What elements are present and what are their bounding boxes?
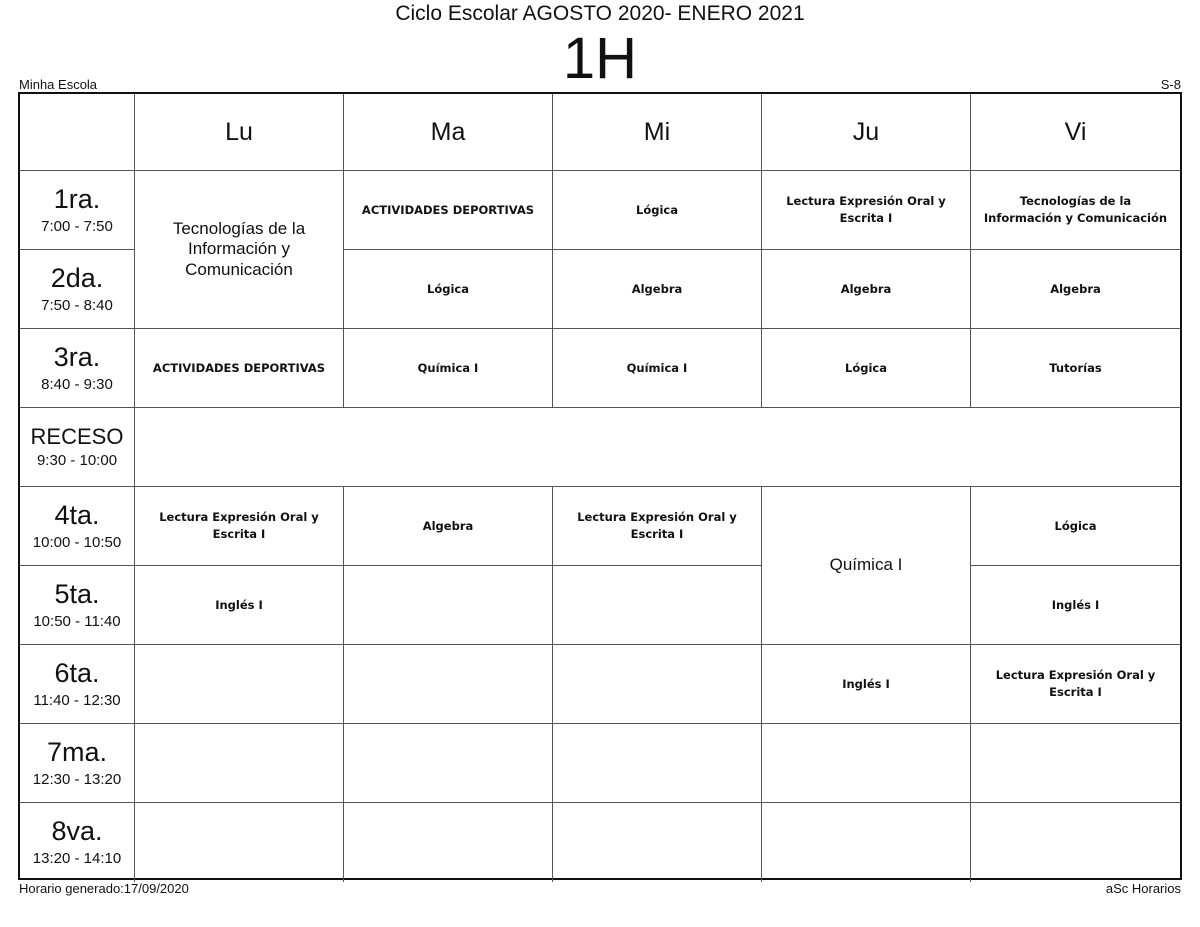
empty-cell (553, 645, 762, 724)
lesson-cell: Algebra (762, 250, 971, 329)
lesson-cell: Inglés I (971, 566, 1180, 645)
software-credit: aSc Horarios (1105, 881, 1181, 896)
lesson-cell: Lógica (344, 250, 553, 329)
empty-cell (553, 724, 762, 803)
lesson-cell: Lógica (762, 329, 971, 408)
period-time: 10:50 - 11:40 (33, 612, 121, 630)
day-header-vi: Vi (971, 94, 1180, 171)
group-name: 1H (562, 26, 638, 91)
period-time: 11:40 - 12:30 (33, 691, 121, 709)
day-header-ju: Ju (762, 94, 971, 171)
period-label (20, 724, 135, 803)
lesson-cell: Inglés I (762, 645, 971, 724)
period-label (20, 250, 135, 329)
period-label (20, 645, 135, 724)
lesson-cell: Lógica (971, 487, 1180, 566)
period-time: 13:20 - 14:10 (32, 850, 122, 868)
empty-cell (971, 724, 1180, 803)
period-name: 7ma. (46, 736, 108, 767)
lesson-cell: ACTIVIDADES DEPORTIVAS (135, 329, 344, 408)
period-name: 4ta. (54, 499, 100, 530)
lesson-cell: ACTIVIDADES DEPORTIVAS (344, 171, 553, 250)
lesson-cell: Química I (762, 487, 971, 645)
period-time: 7:00 - 7:50 (41, 217, 113, 235)
period-time: 12:30 - 13:20 (32, 770, 122, 788)
period-label (20, 487, 135, 566)
period-name: 6ta. (54, 657, 100, 688)
empty-cell (762, 724, 971, 803)
empty-cell (135, 803, 344, 882)
period-time: 7:50 - 8:40 (41, 296, 113, 314)
period-name: 8va. (51, 816, 103, 847)
lesson-cell: Algebra (344, 487, 553, 566)
empty-cell (344, 724, 553, 803)
lesson-cell: Tutorías (971, 329, 1180, 408)
period-label (20, 566, 135, 645)
lesson-cell: Tecnologías de la Información y Comunicación (971, 171, 1180, 250)
lesson-cell: Lectura Expresión Oral y Escrita I (135, 487, 344, 566)
day-header-mi: Mi (553, 94, 762, 171)
lesson-cell: Algebra (971, 250, 1180, 329)
day-header-lu: Lu (135, 94, 344, 171)
empty-cell (344, 803, 553, 882)
lesson-cell: Tecnologías de la Información y Comunicación (135, 171, 344, 329)
receso-row (135, 408, 1180, 487)
corner-cell (20, 94, 135, 171)
period-name: 2da. (50, 262, 104, 293)
empty-cell (135, 645, 344, 724)
empty-cell (344, 566, 553, 645)
lesson-cell: Lógica (553, 171, 762, 250)
period-label (20, 171, 135, 250)
empty-cell (553, 566, 762, 645)
period-label (20, 803, 135, 882)
period-name: 5ta. (54, 578, 100, 609)
lesson-cell: Química I (553, 329, 762, 408)
period-label-receso (20, 408, 135, 487)
lesson-cell: Química I (344, 329, 553, 408)
period-time: 8:40 - 9:30 (41, 375, 113, 393)
school-name: Minha Escola (19, 77, 98, 92)
day-header-ma: Ma (344, 94, 553, 171)
period-name: 1ra. (53, 183, 101, 214)
timetable-grid (18, 92, 1182, 880)
schedule-title: Ciclo Escolar AGOSTO 2020- ENERO 2021 (395, 2, 805, 25)
lesson-cell: Lectura Expresión Oral y Escrita I (971, 645, 1180, 724)
period-time: 10:00 - 10:50 (32, 533, 122, 551)
lesson-cell: Lectura Expresión Oral y Escrita I (762, 171, 971, 250)
period-name: 3ra. (53, 341, 101, 372)
empty-cell (135, 724, 344, 803)
lesson-cell: Inglés I (135, 566, 344, 645)
empty-cell (971, 803, 1180, 882)
lesson-cell: Lectura Expresión Oral y Escrita I (553, 487, 762, 566)
empty-cell (344, 645, 553, 724)
period-time: 9:30 - 10:00 (36, 451, 118, 469)
empty-cell (553, 803, 762, 882)
schedule-code: S-8 (1160, 77, 1181, 92)
lesson-cell: Algebra (553, 250, 762, 329)
period-label (20, 329, 135, 408)
empty-cell (762, 803, 971, 882)
generated-date: Horario generado:17/09/2020 (19, 881, 189, 896)
period-name: RECESO (30, 423, 124, 449)
